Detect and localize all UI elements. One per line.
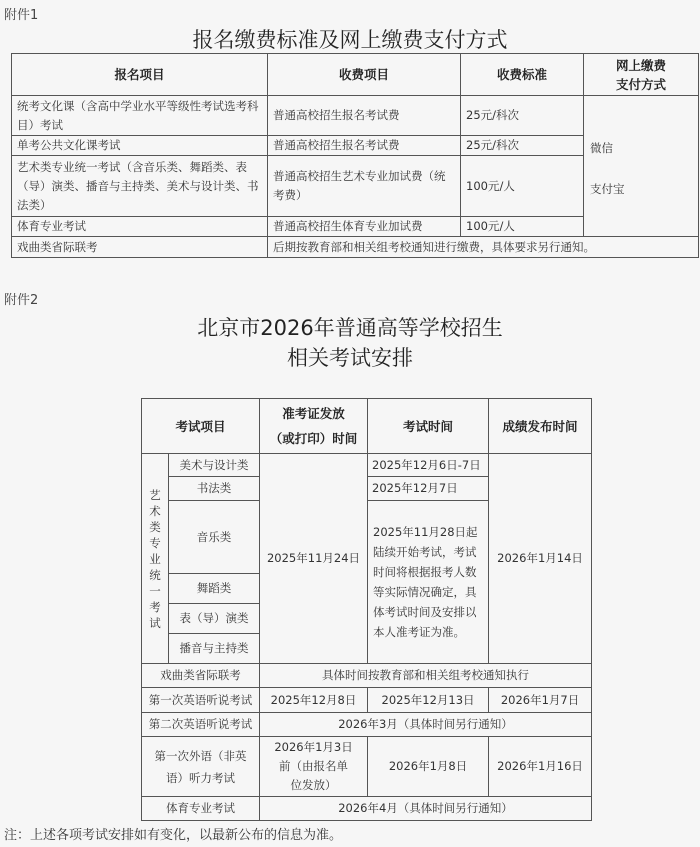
header-registration-item: 报名项目: [12, 54, 268, 96]
registration-item: 统考文化课（含高中学业水平等级性考试选考科目）考试: [12, 96, 268, 136]
attachment-1-title: 报名缴费标准及网上缴费支付方式: [192, 28, 508, 52]
header-exam-time: 考试时间: [368, 399, 489, 454]
table-row: [142, 713, 592, 737]
table-row: [12, 96, 699, 136]
header-payment-method: 网上缴费 支付方式: [584, 54, 699, 96]
art-subitem: 美术与设计类: [169, 454, 260, 477]
fee-standard: 25元/科次: [461, 96, 584, 136]
exam-name: 体育专业考试: [142, 797, 260, 821]
score-time: 2026年1月16日: [489, 737, 592, 797]
fee-table-header: [12, 54, 699, 96]
table-row: [142, 454, 592, 477]
fee-item: 普通高校招生体育专业加试费: [268, 217, 461, 237]
exam-time-others: 2025年11月28日起陆续开始考试，考试时间将根据报考人数等实际情况确定，具体考试时间及安排以本人准考证为准。: [368, 501, 489, 664]
art-subitem: 表（导）演类: [169, 604, 260, 634]
registration-item: 艺术类专业统一考试（含音乐类、舞蹈类、表（导）演类、播音与主持类、美术与设计类、书法类）: [12, 156, 268, 217]
attachment-2-label: 附件2: [4, 293, 39, 308]
art-subitem: 播音与主持类: [169, 634, 260, 664]
ticket-time: 2026年1月3日前（由报名单位发放）: [260, 737, 368, 797]
header-fee-item: 收费项目: [268, 54, 461, 96]
exam-name: 第一次外语（非英语）听力考试: [142, 737, 260, 797]
attachment-1-label: 附件1: [4, 8, 39, 23]
exam-table-header: [142, 399, 592, 454]
exam-time: 2026年1月8日: [368, 737, 489, 797]
art-subitem: 音乐类: [169, 501, 260, 574]
footnote: 注：上述各项考试安排如有变化，以最新公布的信息为准。: [4, 828, 343, 843]
table-row: [142, 737, 592, 797]
attachment-2-title: 北京市2026年普通高等学校招生 相关考试安排: [197, 316, 503, 370]
art-group-label: 艺 术 类 专 业 统 一 考 试: [142, 454, 169, 664]
art-subitem: 舞蹈类: [169, 574, 260, 604]
exam-note: 2026年3月（具体时间另行通知）: [260, 713, 592, 737]
fee-item: 普通高校招生艺术专业加试费（统考费）: [268, 156, 461, 217]
header-ticket-time: 准考证发放 （或打印）时间: [260, 399, 368, 454]
fee-item: 普通高校招生报名考试费: [268, 96, 461, 136]
registration-item: 戏曲类省际联考: [12, 237, 268, 258]
fee-table: [11, 53, 699, 258]
exam-time: 2025年12月13日: [368, 688, 489, 713]
table-row: [142, 664, 592, 688]
ticket-time: 2025年12月8日: [260, 688, 368, 713]
header-exam-item: 考试项目: [142, 399, 260, 454]
merged-note: 后期按教育部和相关组考校通知进行缴费，具体要求另行通知。: [268, 237, 699, 258]
exam-schedule-table: [141, 398, 592, 821]
payment-alipay: 支付宝: [590, 182, 625, 196]
table-row: [142, 797, 592, 821]
exam-time-calligraphy: 2025年12月7日: [368, 477, 489, 501]
exam-name: 戏曲类省际联考: [142, 664, 260, 688]
table-row: [12, 237, 699, 258]
art-score-time: 2026年1月14日: [489, 454, 592, 664]
exam-name: 第一次英语听说考试: [142, 688, 260, 713]
header-score-time: 成绩发布时间: [489, 399, 592, 454]
table-row: [142, 688, 592, 713]
registration-item: 单考公共文化课考试: [12, 136, 268, 156]
payment-wechat: 微信: [590, 141, 613, 155]
fee-standard: 25元/科次: [461, 136, 584, 156]
fee-standard: 100元/人: [461, 156, 584, 217]
registration-item: 体育专业考试: [12, 217, 268, 237]
exam-name: 第二次英语听说考试: [142, 713, 260, 737]
fee-item: 普通高校招生报名考试费: [268, 136, 461, 156]
score-time: 2026年1月7日: [489, 688, 592, 713]
exam-note: 2026年4月（具体时间另行通知）: [260, 797, 592, 821]
fee-standard: 100元/人: [461, 217, 584, 237]
payment-methods: [584, 96, 699, 237]
art-subitem: 书法类: [169, 477, 260, 501]
art-ticket-time: 2025年11月24日: [260, 454, 368, 664]
header-fee-standard: 收费标准: [461, 54, 584, 96]
exam-note: 具体时间按教育部和相关组考校通知执行: [260, 664, 592, 688]
exam-time-design: 2025年12月6日-7日: [368, 454, 489, 477]
